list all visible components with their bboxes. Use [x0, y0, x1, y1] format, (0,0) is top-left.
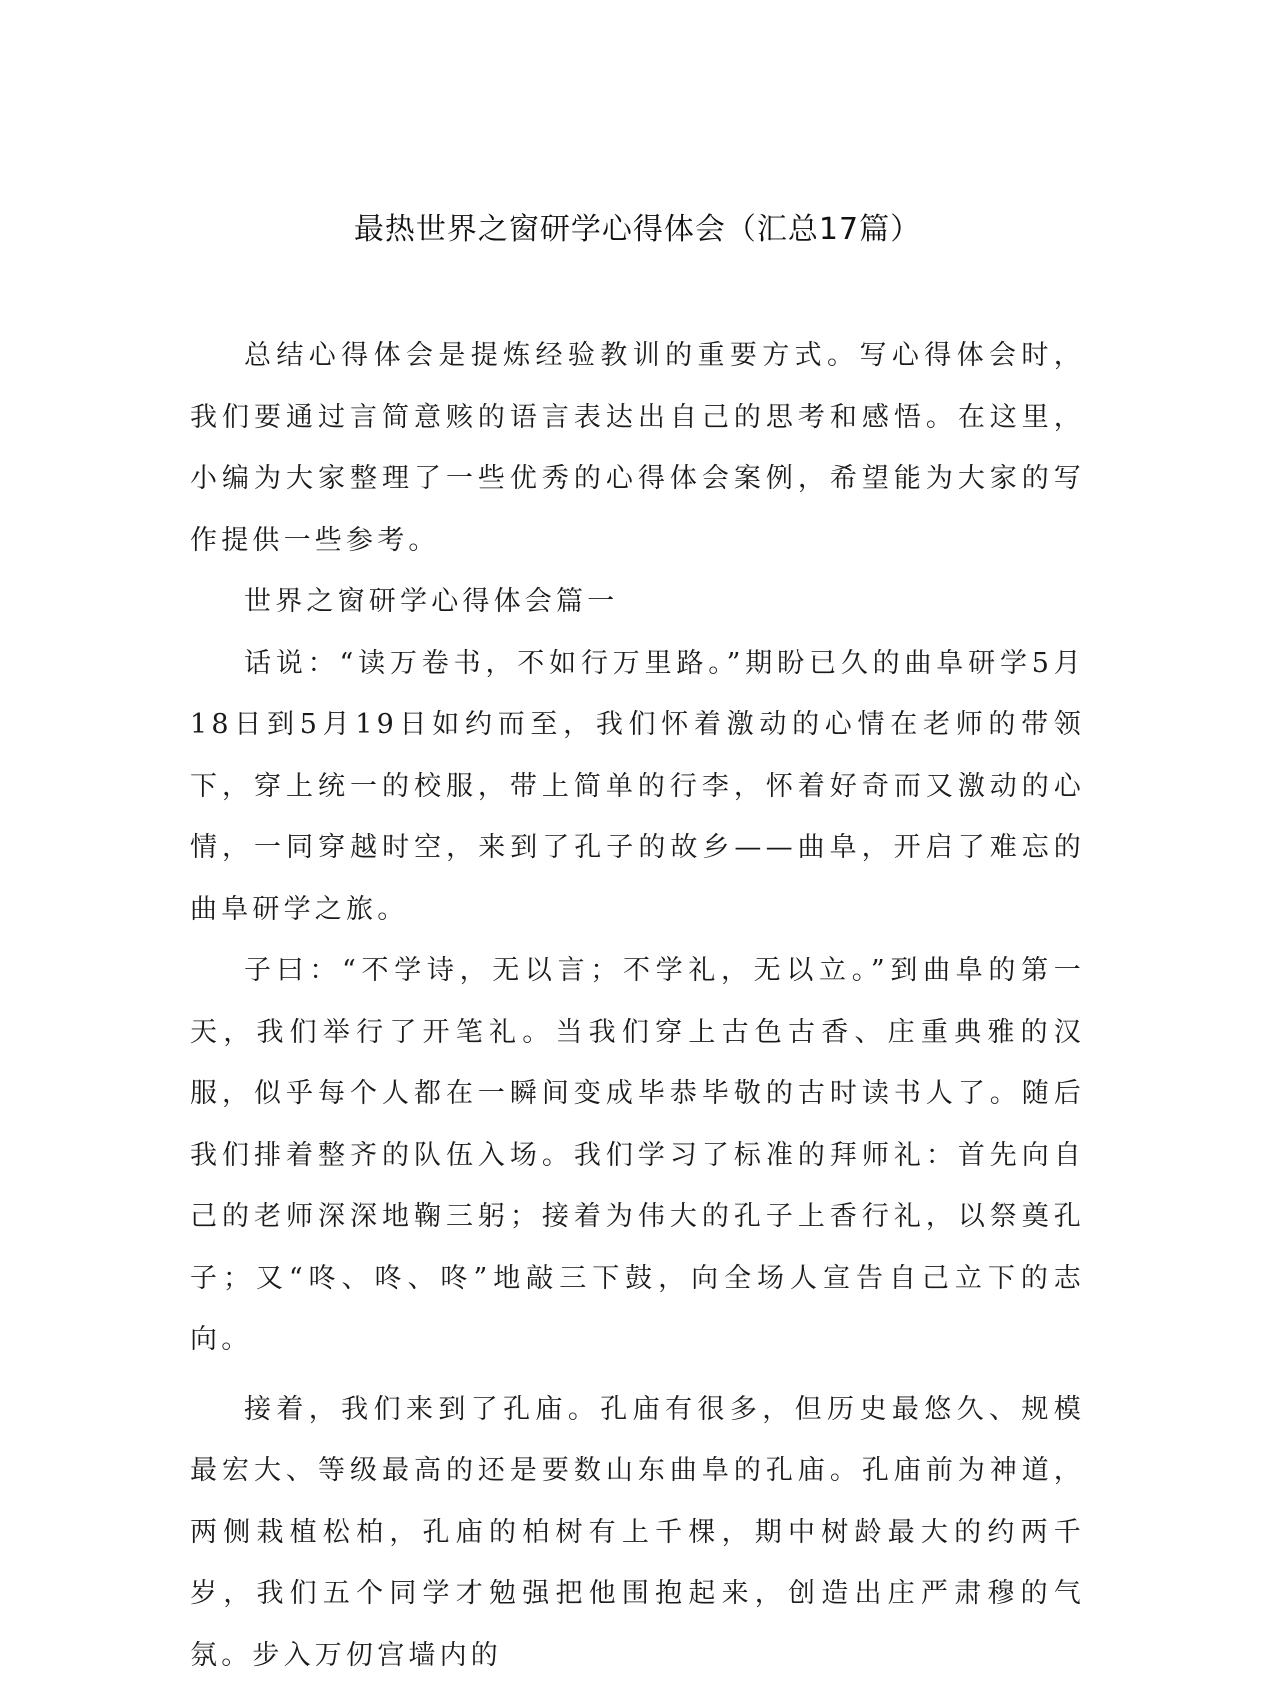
body-paragraph: 子曰：“不学诗，无以言；不学礼，无以立。”到曲阜的第一天，我们举行了开笔礼。当我们穿上古色古香、庄重典雅的汉服，似乎每个人都在一瞬间变成毕恭毕敬的古时读书人了。随后我们排着整齐的队伍入场。我们学习了标准的拜师礼：首先向自己的老师深深地鞠三躬；接着为伟大的孔子上香行礼，以祭奠孔子；又“咚、咚、咚”地敲三下鼓，向全场人宣告自己立下的志向。: [190, 940, 1085, 1371]
intro-paragraph: 总结心得体会是提炼经验教训的重要方式。写心得体会时，我们要通过言简意赅的语言表达出自己的思考和感悟。在这里，小编为大家整理了一些优秀的心得体会案例，希望能为大家的写作提供一些参考。: [190, 325, 1085, 571]
document-body: [190, 325, 1085, 1686]
section-heading: 世界之窗研学心得体会篇一: [190, 571, 1085, 633]
body-paragraph: 话说：“读万卷书，不如行万里路。”期盼已久的曲阜研学5月18日到5月19日如约而至，我们怀着激动的心情在老师的带领下，穿上统一的校服，带上简单的行李，怀着好奇而又激动的心情，一同穿越时空，来到了孔子的故乡——曲阜，开启了难忘的曲阜研学之旅。: [190, 633, 1085, 941]
body-paragraph: 接着，我们来到了孔庙。孔庙有很多，但历史最悠久、规模最宏大、等级最高的还是要数山东曲阜的孔庙。孔庙前为神道，两侧栽植松柏，孔庙的柏树有上千棵，期中树龄最大的约两千岁，我们五个同学才勉强把他围抱起来，创造出庄严肃穆的气氛。步入万仞宫墙内的: [190, 1379, 1085, 1686]
document-title: 最热世界之窗研学心得体会（汇总17篇）: [0, 210, 1275, 250]
